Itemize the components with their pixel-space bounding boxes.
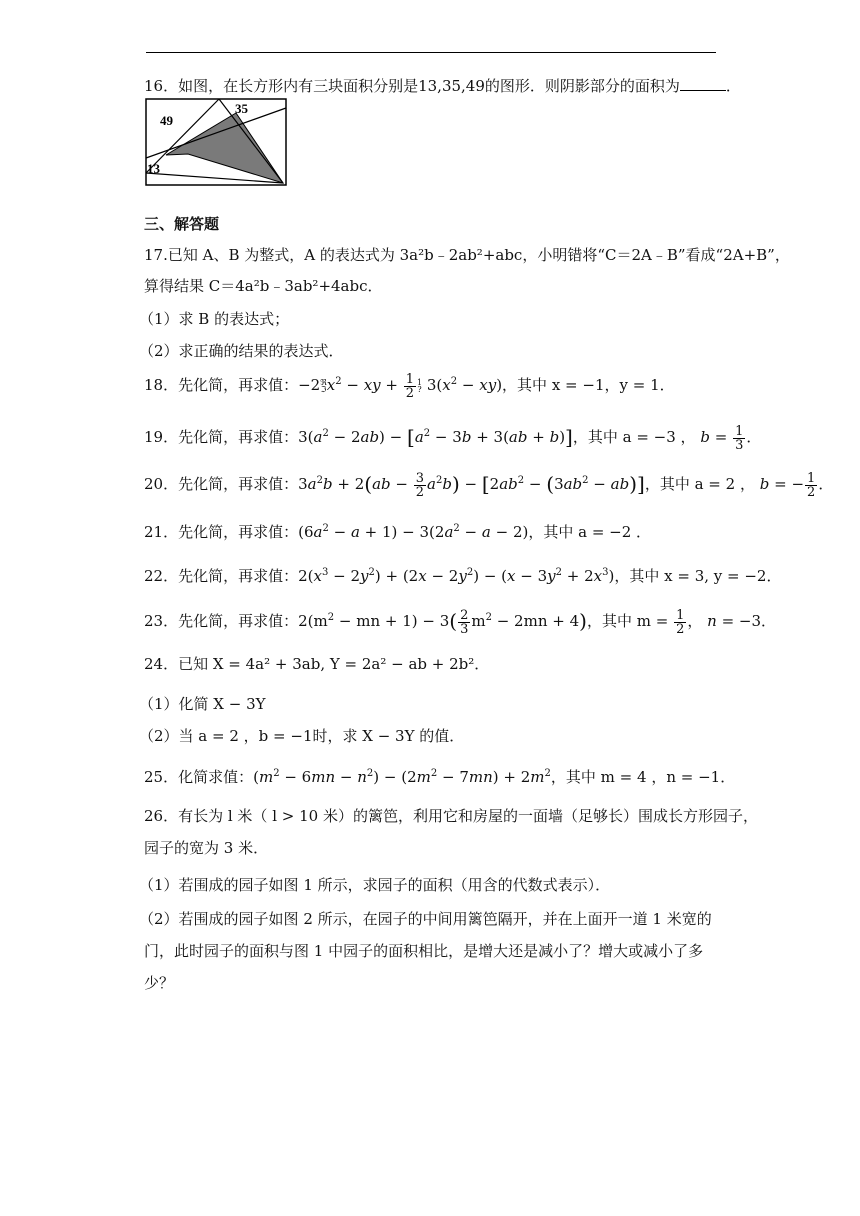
question-26-line1: 26．有长为 l 米（ l > 10 米）的篱笆，利用它和房屋的一面墙（足够长）围成长方形园子， bbox=[144, 807, 758, 825]
question-17-line1: 17.已知 A、B 为整式，A 的表达式为 3a²b﹣2ab²+abc，小明错将“C＝2A﹣B”看成“2A+B”， bbox=[144, 246, 790, 264]
question-26-line2: 园子的宽为 3 米． bbox=[144, 839, 269, 857]
question-number: 16． bbox=[144, 77, 179, 95]
question-20: 20．先化简，再求值：$3a^2b + 2(ab$ − $\frac{3}{2}$ $a^2b) - [2ab^2 - (3ab^2 - ab)]$，其中 a = 2 ， b = − $\frac{1}{2}$ ． bbox=[144, 470, 834, 500]
question-22: 22．先化简，再求值：$2(x^3 - 2y^2) + (2x - 2y^2) - (x - 3y^2 + 2x^3)$，其中 x = 3, y = −2． bbox=[144, 567, 782, 585]
question-18: 18．先化简，再求值：−2ℜ ℑx$^2$ − xy + $\frac{1}{2}$ 1 ? $3(x^2 - xy)$，其中 x = −1，y = 1． bbox=[144, 371, 675, 401]
question-text: 如图，在长方形内有三块面积分别是13,35,49的图形．则阴影部分的面积为 bbox=[178, 77, 680, 95]
expression: $2(x^3 - 2y^2) + (2x - 2y^2) - (x - 3y^2 + 2x^3)$ bbox=[298, 567, 615, 585]
question-24-line1: 24．已知 X = 4a² + 3ab, Y = 2a² − ab + 2b²． bbox=[144, 655, 490, 673]
question-26-part1: （1）若围成的园子如图 1 所示，求园子的面积（用含的代数式表示）． bbox=[139, 876, 611, 894]
question-17-part2: （2）求正确的结果的表达式． bbox=[139, 342, 344, 360]
expression: $2(m^2$ − mn + 1) − 3( $\frac{2}{3}$ $m^2 - 2mn + 4$) bbox=[298, 607, 587, 637]
question-19: 19．先化简，再求值：$3(a^2 - 2ab) - [a^2 - 3b + 3(ab + b)]$，其中 a = −3 ， b = $\frac{1}{3}$ ． bbox=[144, 423, 762, 453]
label-35: 35 bbox=[235, 101, 248, 116]
question-26-part2a: （2）若围成的园子如图 2 所示，在园子的中间用篱笆隔开，并在上面开一道 1 米宽的 bbox=[139, 910, 712, 928]
question-24-part1: （1）化简 X − 3Y bbox=[139, 695, 266, 713]
expression: $(6a^2 - a + 1) - 3(2a^2 - a - 2)$ bbox=[298, 523, 529, 541]
question-17-part1: （1）求 B 的表达式； bbox=[139, 310, 290, 328]
question-17-line2: 算得结果 C＝4a²b﹣3ab²+4abc． bbox=[144, 277, 383, 295]
rectangle-figure bbox=[144, 97, 294, 193]
question-23: 23．先化简，再求值：$2(m^2$ − mn + 1) − 3( $\frac{2}{3}$ $m^2 - 2mn + 4$)，其中 m = $\frac{1}{2}$ ， n = −3． bbox=[144, 607, 777, 637]
label-49: 49 bbox=[160, 113, 173, 128]
header-rule bbox=[146, 52, 716, 53]
question-26-part2c: 少？ bbox=[144, 974, 175, 992]
expression: $3a^2b + 2(ab$ − $\frac{3}{2}$ $a^2b) - [2ab^2 - (3ab^2 - ab)]$ bbox=[298, 470, 645, 500]
question-16: 16．如图，在长方形内有三块面积分别是13,35,49的图形．则阴影部分的面积为 ． bbox=[144, 77, 741, 95]
question-24-part2: （2）当 a = 2 ，b = −1时，求 X − 3Y 的值． bbox=[139, 727, 465, 745]
question-21: 21．先化简，再求值：$(6a^2 - a + 1) - 3(2a^2 - a - 2)$，其中 a = −2 ． bbox=[144, 523, 652, 541]
question-26-part2b: 门，此时园子的面积与图 1 中园子的面积相比，是增大还是减小了？增大或减小了多 bbox=[144, 942, 704, 960]
question-25: 25．化简求值：$(m^2 - 6mn - n^2) - (2m^2 - 7mn) + 2m^2$，其中 m = 4 ，n = −1． bbox=[144, 768, 736, 786]
section-title: 三、解答题 bbox=[144, 215, 220, 233]
expression: $(m^2 - 6mn - n^2) - (2m^2 - 7mn) + 2m^2$ bbox=[253, 768, 551, 786]
answer-blank bbox=[680, 76, 726, 91]
expression: $3(a^2 - 2ab) - [a^2 - 3b + 3(ab + b)]$ bbox=[298, 425, 573, 449]
expression: −2ℜ ℑx$^2$ − xy + $\frac{1}{2}$ 1 ? $3(x^2 - xy)$ bbox=[298, 371, 503, 401]
label-13: 13 bbox=[147, 161, 160, 176]
